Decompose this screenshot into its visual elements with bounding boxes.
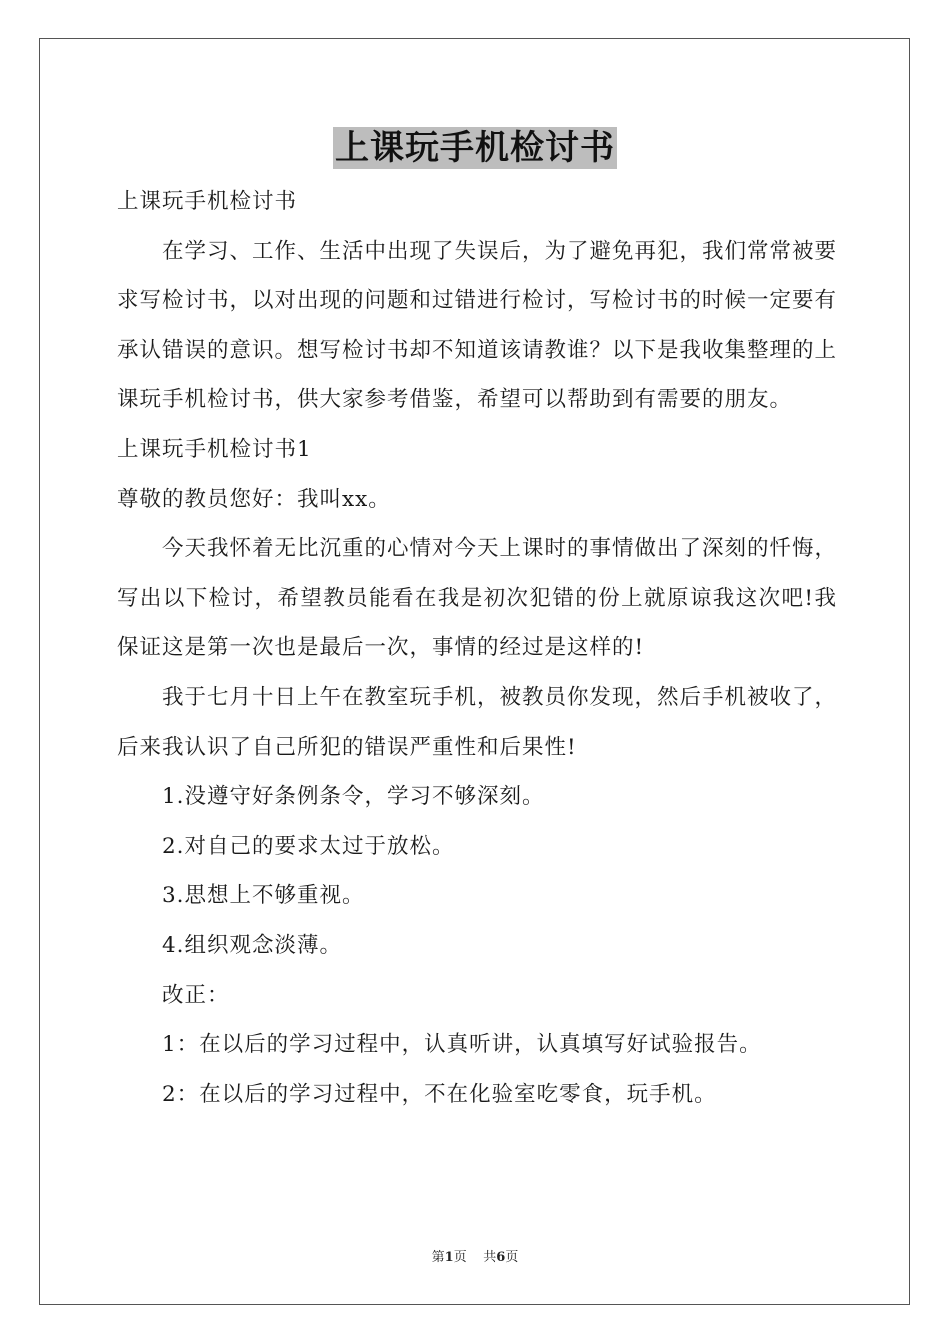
salutation: 尊敬的教员您好：我叫xx。 xyxy=(117,486,391,512)
list-item: 3.思想上不够重视。 xyxy=(162,883,365,909)
intro-paragraph: 在学习、工作、生活中出现了失误后，为了避免再犯，我们常常被要求写检讨书，以对出现的问题和过错进行检讨，写检讨书的时候一定要有承认错误的意识。想写检讨书却不知道该请教谁？以下是我收集整理的上课玩手机检讨书，供大家参考借鉴，希望可以帮助到有需要的朋友。 xyxy=(117,238,838,413)
page-number: 1 xyxy=(444,1250,454,1265)
list-item: 4.组织观念淡薄。 xyxy=(162,932,343,958)
total-pages: 6 xyxy=(496,1250,506,1265)
total-prefix: 共 xyxy=(483,1250,497,1265)
list-item: 1.没遵守好条例条令，学习不够深刻。 xyxy=(162,784,545,810)
subtitle-line: 上课玩手机检讨书 xyxy=(117,189,298,214)
title-container xyxy=(0,127,950,169)
page-footer xyxy=(0,1246,950,1265)
total-suffix: 页 xyxy=(505,1250,519,1265)
body-paragraph: 我于七月十日上午在教室玩手机，被教员你发现，然后手机被收了，后来我认识了自己所犯的错误严重性和后果性! xyxy=(117,684,838,760)
page-prefix: 第 xyxy=(431,1250,445,1265)
list-item: 2.对自己的要求太过于放松。 xyxy=(162,833,455,859)
section-heading: 上课玩手机检讨书1 xyxy=(117,436,312,462)
correction-item: 1：在以后的学习过程中，认真听讲，认真填写好试验报告。 xyxy=(162,1032,762,1058)
document-title: 上课玩手机检讨书 xyxy=(335,128,615,168)
correction-item: 2：在以后的学习过程中，不在化验室吃零食，玩手机。 xyxy=(162,1081,717,1107)
page-suffix: 页 xyxy=(453,1250,467,1265)
document-body xyxy=(117,177,837,1119)
correction-heading: 改正： xyxy=(162,982,230,1008)
body-paragraph: 今天我怀着无比沉重的心情对今天上课时的事情做出了深刻的忏悔，写出以下检讨，希望教员能看在我是初次犯错的份上就原谅我这次吧!我保证这是第一次也是最后一次，事情的经过是这样的! xyxy=(117,536,838,661)
